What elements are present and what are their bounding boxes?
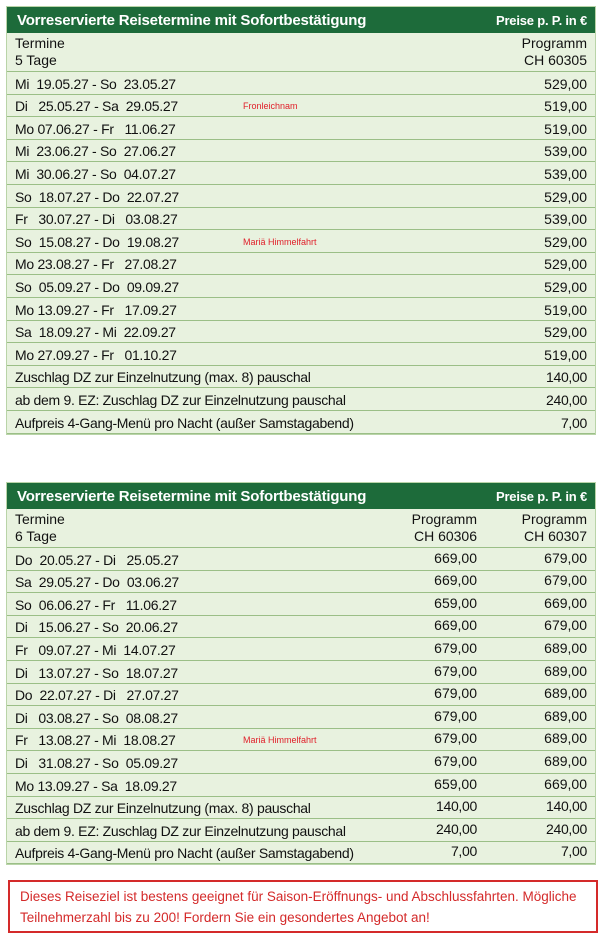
header-program-1: Programm: [411, 511, 477, 527]
table-row: [7, 72, 595, 95]
table-row: [7, 343, 595, 366]
date-range: Mo 27.09.27 - Fr 01.10.27: [15, 346, 177, 363]
price: 240,00: [545, 391, 587, 408]
header-duration: 6 Tage: [15, 528, 57, 544]
surcharge-label: Zuschlag DZ zur Einzelnutzung (max. 8) pauschal: [15, 800, 311, 817]
price-program-2: 669,00: [544, 775, 587, 792]
surcharge-label: Aufpreis 4-Gang-Menü pro Nacht (außer Samstagabend): [15, 845, 354, 862]
price-program-1: 7,00: [450, 843, 477, 860]
date-range: Mi 23.06.27 - So 27.06.27: [15, 143, 176, 160]
date-range: Fr 13.08.27 - Mi 18.08.27: [15, 732, 176, 749]
holiday-note: Mariä Himmelfahrt: [243, 236, 317, 247]
price: 529,00: [544, 256, 587, 273]
header-duration: 5 Tage: [15, 52, 57, 68]
price-program-1: 679,00: [434, 752, 477, 769]
date-range: Sa 18.09.27 - Mi 22.09.27: [15, 324, 176, 341]
header-program: Programm: [521, 35, 587, 51]
date-range: So 05.09.27 - Do 09.09.27: [15, 278, 179, 295]
table-row: [7, 751, 595, 774]
surcharge-label: Aufpreis 4-Gang-Menü pro Nacht (außer Samstagabend): [15, 414, 354, 431]
price: 539,00: [544, 211, 587, 228]
travel-dates-table-5-days: [6, 6, 596, 435]
price: 529,00: [544, 324, 587, 341]
table-row: [7, 185, 595, 208]
price-program-1: 669,00: [434, 572, 477, 589]
column-headers: [7, 509, 595, 548]
group-offer-notice: Dieses Reiseziel ist bestens geeignet für Saison-Eröffnungs- und Abschlussfahrten. Mögliche Teilnehmerzahl bis zu 200! Fordern Sie ein gesondertes Angebot an!: [8, 880, 598, 933]
table-row: [7, 253, 595, 276]
date-range: Fr 30.07.27 - Di 03.08.27: [15, 211, 178, 228]
table-header-bar: [7, 7, 595, 33]
price-program-1: 669,00: [434, 617, 477, 634]
price-program-1: 679,00: [434, 662, 477, 679]
price-program-2: 240,00: [545, 820, 587, 837]
date-range: Mi 19.05.27 - So 23.05.27: [15, 75, 176, 92]
header-program-code-2: CH 60307: [523, 528, 587, 544]
price-program-1: 679,00: [434, 730, 477, 747]
holiday-note: Mariä Himmelfahrt: [243, 735, 317, 746]
price: 519,00: [544, 120, 587, 137]
date-range: Mo 23.08.27 - Fr 27.08.27: [15, 256, 177, 273]
price-program-2: 689,00: [544, 730, 587, 747]
table-row: [7, 616, 595, 639]
price: 529,00: [544, 188, 587, 205]
date-range: Fr 09.07.27 - Mi 14.07.27: [15, 641, 176, 658]
price-program-2: 689,00: [544, 662, 587, 679]
price-note: Preise p. P. in €: [495, 488, 587, 504]
table-title: Vorreservierte Reisetermine mit Sofortbestätigung: [17, 11, 367, 29]
table-row: [7, 117, 595, 140]
header-program-code: CH 60305: [523, 52, 587, 68]
table-row: [7, 298, 595, 321]
table-row: [7, 706, 595, 729]
surcharge-row: [7, 842, 595, 865]
table-row: [7, 548, 595, 571]
holiday-note: Fronleichnam: [243, 101, 298, 112]
date-range: Mo 13.09.27 - Sa 18.09.27: [15, 777, 177, 794]
date-range: Sa 29.05.27 - Do 03.06.27: [15, 574, 179, 591]
price: 529,00: [544, 75, 587, 92]
travel-dates-table-6-days: [6, 482, 596, 865]
price: 140,00: [545, 369, 587, 386]
date-range: Mo 13.09.27 - Fr 17.09.27: [15, 301, 177, 318]
surcharge-label: Zuschlag DZ zur Einzelnutzung (max. 8) pauschal: [15, 369, 311, 386]
price-program-2: 689,00: [544, 752, 587, 769]
price-program-2: 7,00: [560, 843, 587, 860]
table-row: [7, 208, 595, 231]
table-row: [7, 275, 595, 298]
price-program-2: 679,00: [544, 617, 587, 634]
table-row: [7, 571, 595, 594]
price: 519,00: [544, 98, 587, 115]
surcharge-row: [7, 411, 595, 434]
price-note: Preise p. P. in €: [495, 12, 587, 28]
table-title: Vorreservierte Reisetermine mit Sofortbestätigung: [17, 487, 367, 505]
table-row: [7, 162, 595, 185]
table-row: [7, 684, 595, 707]
price-program-2: 689,00: [544, 707, 587, 724]
price: 529,00: [544, 278, 587, 295]
price: 7,00: [560, 414, 587, 431]
table-row: [7, 729, 595, 752]
table-row: [7, 140, 595, 163]
surcharge-row: [7, 388, 595, 411]
price: 529,00: [544, 233, 587, 250]
price-program-1: 240,00: [435, 820, 477, 837]
price-program-2: 679,00: [544, 572, 587, 589]
date-range: Di 31.08.27 - So 05.09.27: [15, 754, 178, 771]
price-program-1: 679,00: [434, 639, 477, 656]
price-program-2: 140,00: [545, 798, 587, 815]
price-program-1: 140,00: [435, 798, 477, 815]
header-dates: Termine: [15, 35, 65, 51]
header-program-2: Programm: [521, 511, 587, 527]
price-program-2: 679,00: [544, 549, 587, 566]
surcharge-label: ab dem 9. EZ: Zuschlag DZ zur Einzelnutzung pauschal: [15, 391, 346, 408]
price-program-1: 679,00: [434, 685, 477, 702]
table-header-bar: [7, 483, 595, 509]
header-dates: Termine: [15, 511, 65, 527]
price: 539,00: [544, 143, 587, 160]
price-program-2: 669,00: [544, 594, 587, 611]
date-range: Mi 30.06.27 - So 04.07.27: [15, 165, 176, 182]
header-program-code-1: CH 60306: [413, 528, 477, 544]
table-row: [7, 661, 595, 684]
price-program-1: 679,00: [434, 707, 477, 724]
price: 519,00: [544, 301, 587, 318]
price-program-1: 669,00: [434, 549, 477, 566]
date-range: Mo 07.06.27 - Fr 11.06.27: [15, 120, 176, 137]
price-program-2: 689,00: [544, 639, 587, 656]
table-row: [7, 774, 595, 797]
table-row: [7, 638, 595, 661]
price-program-2: 689,00: [544, 685, 587, 702]
table-row: [7, 230, 595, 253]
date-range: Di 15.06.27 - So 20.06.27: [15, 619, 178, 636]
price: 539,00: [544, 165, 587, 182]
surcharge-row: [7, 819, 595, 842]
surcharge-row: [7, 366, 595, 389]
date-range: Di 03.08.27 - So 08.08.27: [15, 709, 178, 726]
date-range: So 18.07.27 - Do 22.07.27: [15, 188, 179, 205]
price-program-1: 659,00: [434, 594, 477, 611]
surcharge-row: [7, 797, 595, 820]
table-row: [7, 321, 595, 344]
table-row: [7, 593, 595, 616]
date-range: Do 20.05.27 - Di 25.05.27: [15, 551, 179, 568]
price-program-1: 659,00: [434, 775, 477, 792]
date-range: Di 25.05.27 - Sa 29.05.27: [15, 98, 178, 115]
column-headers: [7, 33, 595, 72]
price: 519,00: [544, 346, 587, 363]
surcharge-label: ab dem 9. EZ: Zuschlag DZ zur Einzelnutzung pauschal: [15, 822, 346, 839]
date-range: So 06.06.27 - Fr 11.06.27: [15, 596, 177, 613]
date-range: Di 13.07.27 - So 18.07.27: [15, 664, 178, 681]
date-range: Do 22.07.27 - Di 27.07.27: [15, 687, 179, 704]
date-range: So 15.08.27 - Do 19.08.27: [15, 233, 179, 250]
table-row: [7, 95, 595, 118]
